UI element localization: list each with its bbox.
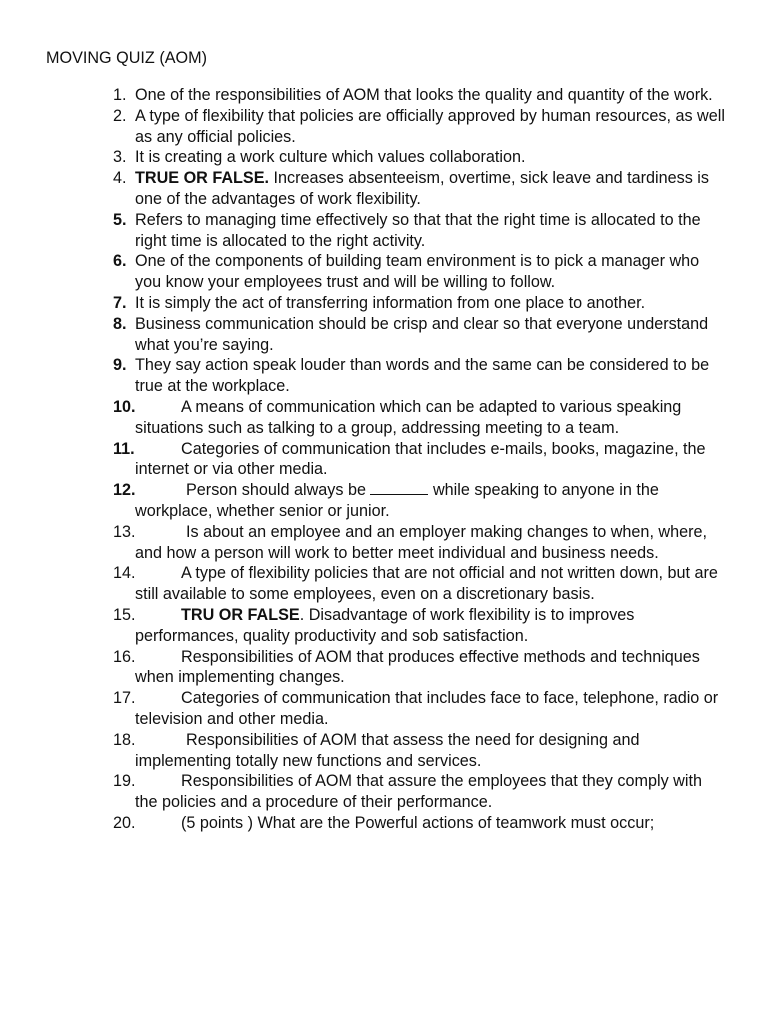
question-text-before-blank: Person should always be <box>186 481 371 500</box>
question-text: Responsibilities of AOM that produces effective methods and techniques when implementing changes. <box>135 647 700 687</box>
question-11 <box>0 439 768 481</box>
question-prefix: TRU OR FALSE <box>181 605 300 624</box>
question-5 <box>0 210 768 252</box>
question-9 <box>0 355 768 397</box>
quiz-question-list <box>0 85 768 834</box>
question-7 <box>0 293 768 314</box>
question-8 <box>0 314 768 356</box>
fill-in-blank <box>370 480 428 495</box>
question-number: 1. <box>113 86 127 104</box>
question-text: A type of flexibility policies that are not official and not written down, but are still available to some employees, even on a discretionary basis. <box>135 564 718 604</box>
question-number: 8. <box>113 314 127 333</box>
question-1 <box>0 85 768 106</box>
question-12 <box>0 480 768 522</box>
question-text: One of the components of building team environment is to pick a manager who you know your employees trust and will be willing to follow. <box>135 252 700 292</box>
question-text: Is about an employee and an employer making changes to when, where, and how a person will work to better meet individual and business needs. <box>135 522 708 562</box>
question-number: 11. <box>113 439 135 458</box>
question-13 <box>0 522 768 564</box>
question-18 <box>0 730 768 772</box>
question-text: They say action speak louder than words and the same can be considered to be true at the workplace. <box>135 356 710 396</box>
question-text: Refers to managing time effectively so that that the right time is allocated to the right time is allocated to the right activity. <box>135 210 701 250</box>
question-2 <box>0 106 768 148</box>
question-text: Categories of communication that includes e-mails, books, magazine, the internet or via other media. <box>135 439 706 479</box>
question-number: 3. <box>113 148 127 167</box>
question-16 <box>0 647 768 689</box>
question-number: 20. <box>113 813 136 832</box>
question-text: One of the responsibilities of AOM that looks the quality and quantity of the work. <box>135 86 713 104</box>
question-text: (5 points ) What are the Powerful actions of teamwork must occur; <box>181 813 655 832</box>
question-6 <box>0 251 768 293</box>
question-number: 5. <box>113 210 127 229</box>
question-number: 19. <box>113 772 136 791</box>
question-number: 16. <box>113 647 136 666</box>
question-3 <box>0 147 768 168</box>
question-15 <box>0 605 768 647</box>
question-17 <box>0 688 768 730</box>
question-14 <box>0 563 768 605</box>
question-number: 7. <box>113 293 127 312</box>
question-text: A type of flexibility that policies are officially approved by human resources, as well as any official policies. <box>135 106 725 146</box>
question-number: 17. <box>113 689 136 708</box>
question-text-after-blank: while speaking to anyone in the workplace, whether senior or junior. <box>135 481 659 520</box>
question-text: . Disadvantage of work flexibility is to improves performances, quality productivity and sob satisfaction. <box>135 605 635 645</box>
question-text: Responsibilities of AOM that assure the employees that they comply with the policies and a procedure of their performance. <box>135 772 702 812</box>
question-prefix: TRUE OR FALSE. <box>135 169 270 188</box>
question-text: Increases absenteeism, overtime, sick leave and tardiness is one of the advantages of work flexibility. <box>135 169 709 208</box>
question-number: 9. <box>113 356 127 375</box>
question-number: 4. <box>113 169 127 188</box>
question-20 <box>0 813 768 834</box>
question-text: Categories of communication that includes face to face, telephone, radio or television and other media. <box>135 689 719 728</box>
page-title: MOVING QUIZ (AOM) <box>46 49 207 67</box>
question-number: 10. <box>113 397 136 416</box>
question-number: 14. <box>113 564 136 583</box>
question-number: 6. <box>113 252 127 271</box>
question-text: Responsibilities of AOM that assess the need for designing and implementing totally new functions and services. <box>135 730 640 770</box>
question-number: 18. <box>113 730 136 749</box>
question-number: 15. <box>113 605 136 624</box>
question-text: It is simply the act of transferring information from one place to another. <box>135 293 646 312</box>
question-number: 12. <box>113 481 136 500</box>
question-text: It is creating a work culture which values collaboration. <box>135 148 526 167</box>
question-number: 2. <box>113 106 127 125</box>
question-text: Business communication should be crisp and clear so that everyone understand what you’re saying. <box>135 314 709 354</box>
question-19 <box>0 771 768 813</box>
question-10 <box>0 397 768 439</box>
question-text: A means of communication which can be adapted to various speaking situations such as talking to a group, addressing meeting to a team. <box>135 397 682 437</box>
question-number: 13. <box>113 522 136 541</box>
question-4 <box>0 168 768 210</box>
